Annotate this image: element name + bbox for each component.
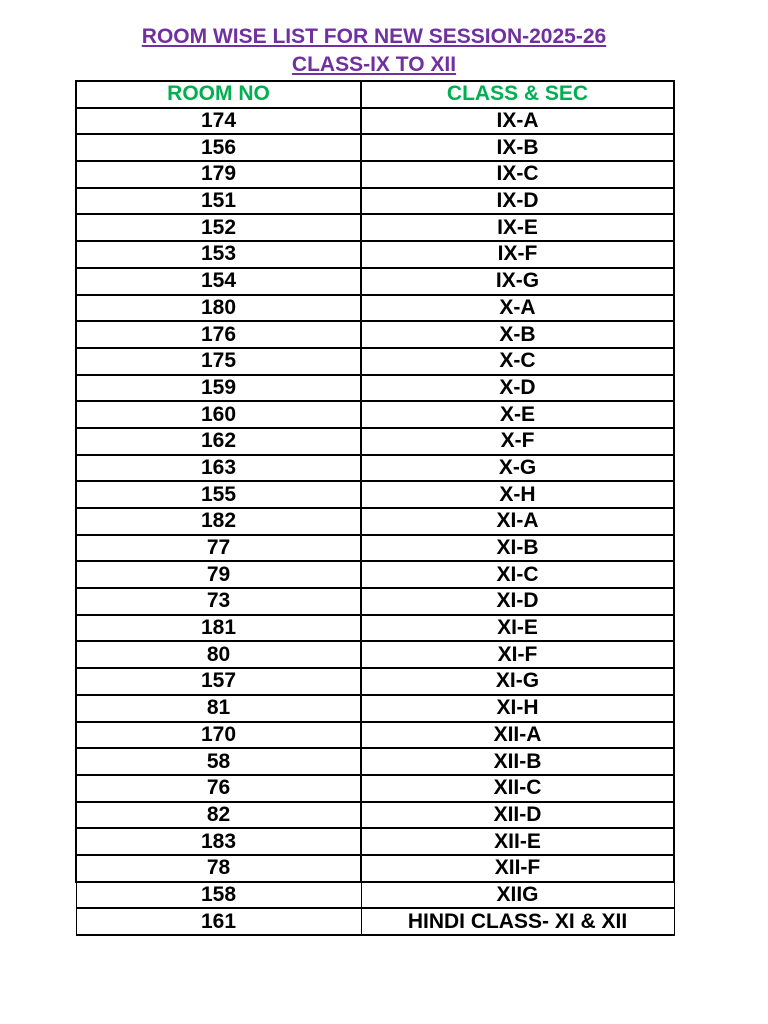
table-row <box>76 321 674 348</box>
room-allocation-table <box>75 80 675 936</box>
table-row <box>76 268 674 295</box>
class-sec-cell: HINDI CLASS- XI & XII <box>361 908 674 935</box>
class-sec-header: CLASS & SEC <box>361 81 674 108</box>
table-row <box>76 348 674 375</box>
room-no-cell: 160 <box>76 401 361 428</box>
room-no-header: ROOM NO <box>76 81 361 108</box>
table-row <box>76 134 674 161</box>
class-sec-cell: XI-D <box>361 588 674 615</box>
class-sec-cell: IX-F <box>361 241 674 268</box>
table-row <box>76 668 674 695</box>
table-row <box>76 722 674 749</box>
room-no-cell: 179 <box>76 161 361 188</box>
table-row <box>76 561 674 588</box>
table-row <box>76 748 674 775</box>
class-sec-cell: XI-H <box>361 695 674 722</box>
class-sec-cell: XII-F <box>361 855 674 882</box>
class-sec-cell: X-A <box>361 295 674 322</box>
class-sec-cell: X-F <box>361 428 674 455</box>
room-no-cell: 77 <box>76 535 361 562</box>
class-sec-cell: IX-E <box>361 214 674 241</box>
table-row <box>76 641 674 668</box>
class-sec-cell: IX-C <box>361 161 674 188</box>
room-no-cell: 170 <box>76 722 361 749</box>
table-row <box>76 908 674 935</box>
room-no-cell: 162 <box>76 428 361 455</box>
room-no-cell: 80 <box>76 641 361 668</box>
room-no-cell: 155 <box>76 481 361 508</box>
room-no-cell: 58 <box>76 748 361 775</box>
class-sec-cell: XII-A <box>361 722 674 749</box>
class-sec-cell: X-H <box>361 481 674 508</box>
document-subtitle: CLASS-IX TO XII <box>291 53 457 76</box>
table-row <box>76 161 674 188</box>
class-sec-cell: XII-D <box>361 802 674 829</box>
class-sec-cell: XII-C <box>361 775 674 802</box>
table-body <box>76 108 674 935</box>
room-no-cell: 79 <box>76 561 361 588</box>
room-no-cell: 78 <box>76 855 361 882</box>
table-row <box>76 214 674 241</box>
table-row <box>76 508 674 535</box>
table-row <box>76 108 674 135</box>
table-row <box>76 882 674 909</box>
table-row <box>76 241 674 268</box>
table-header-row <box>76 81 674 108</box>
room-no-cell: 180 <box>76 295 361 322</box>
class-sec-cell: X-E <box>361 401 674 428</box>
room-no-cell: 154 <box>76 268 361 295</box>
class-sec-cell: XI-E <box>361 615 674 642</box>
class-sec-cell: IX-A <box>361 108 674 135</box>
room-no-cell: 76 <box>76 775 361 802</box>
table-row <box>76 695 674 722</box>
class-sec-cell: XI-G <box>361 668 674 695</box>
room-no-cell: 176 <box>76 321 361 348</box>
room-no-cell: 151 <box>76 188 361 215</box>
table-row <box>76 455 674 482</box>
room-no-cell: 82 <box>76 802 361 829</box>
table-row <box>76 775 674 802</box>
room-no-cell: 159 <box>76 375 361 402</box>
class-sec-cell: X-C <box>361 348 674 375</box>
room-no-cell: 156 <box>76 134 361 161</box>
table-row <box>76 535 674 562</box>
room-no-cell: 152 <box>76 214 361 241</box>
room-no-cell: 183 <box>76 828 361 855</box>
class-sec-cell: X-B <box>361 321 674 348</box>
class-sec-cell: XII-B <box>361 748 674 775</box>
table-row <box>76 828 674 855</box>
class-sec-cell: XI-B <box>361 535 674 562</box>
table-row <box>76 428 674 455</box>
room-no-cell: 73 <box>76 588 361 615</box>
class-sec-cell: X-D <box>361 375 674 402</box>
class-sec-cell: IX-B <box>361 134 674 161</box>
class-sec-cell: XI-C <box>361 561 674 588</box>
room-no-cell: 175 <box>76 348 361 375</box>
room-no-cell: 181 <box>76 615 361 642</box>
class-sec-cell: IX-G <box>361 268 674 295</box>
class-sec-cell: XIIG <box>361 882 674 909</box>
room-no-cell: 153 <box>76 241 361 268</box>
room-no-cell: 182 <box>76 508 361 535</box>
room-no-cell: 163 <box>76 455 361 482</box>
room-no-cell: 81 <box>76 695 361 722</box>
class-sec-cell: XI-A <box>361 508 674 535</box>
document-title: ROOM WISE LIST FOR NEW SESSION-2025-26 <box>141 25 607 48</box>
table-row <box>76 481 674 508</box>
table-row <box>76 375 674 402</box>
class-sec-cell: XI-F <box>361 641 674 668</box>
room-no-cell: 157 <box>76 668 361 695</box>
room-no-cell: 158 <box>76 882 361 909</box>
table-row <box>76 295 674 322</box>
table-row <box>76 615 674 642</box>
table-row <box>76 588 674 615</box>
class-sec-cell: X-G <box>361 455 674 482</box>
class-sec-cell: XII-E <box>361 828 674 855</box>
class-sec-cell: IX-D <box>361 188 674 215</box>
table-row <box>76 401 674 428</box>
room-no-cell: 174 <box>76 108 361 135</box>
table-row <box>76 802 674 829</box>
room-no-cell: 161 <box>76 908 361 935</box>
table-row <box>76 188 674 215</box>
table-row <box>76 855 674 882</box>
